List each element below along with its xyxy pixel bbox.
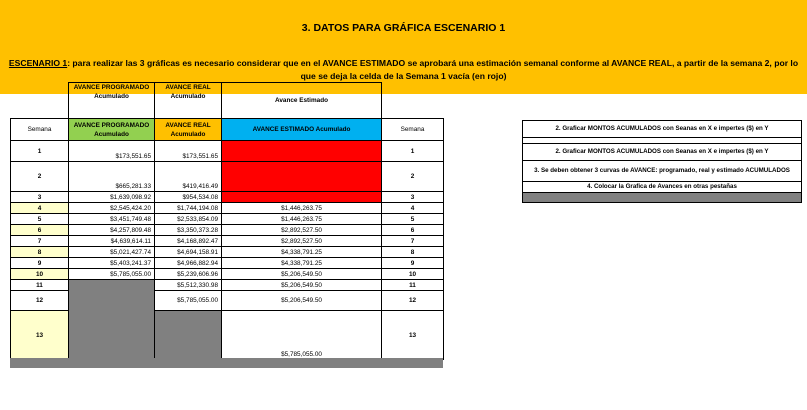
table-row xyxy=(11,269,444,280)
notes-footer-bar xyxy=(523,193,802,203)
week-cell-right: 10 xyxy=(382,269,444,280)
programado-filler xyxy=(69,280,155,360)
table-row xyxy=(11,258,444,269)
week-cell: 5 xyxy=(11,214,69,225)
header-estimado: AVANCE ESTIMADO Acumulado xyxy=(222,119,382,141)
top-header-programado: AVANCE PROGRAMADO Acumulado xyxy=(69,83,155,119)
programado-cell: $4,639,614.11 xyxy=(69,236,155,247)
programado-cell: $173,551.65 xyxy=(69,141,155,162)
real-cell: $1,744,194.08 xyxy=(155,203,222,214)
programado-cell: $5,785,055.00 xyxy=(69,269,155,280)
instruction-note: 3. Se deben obtener 3 curvas de AVANCE: programado, real y estimado ACUMULADOS xyxy=(523,161,802,182)
top-header-row xyxy=(11,83,444,119)
blank-cell xyxy=(382,83,444,119)
programado-cell: $665,281.33 xyxy=(69,162,155,192)
estimado-cell: $4,338,791.25 xyxy=(222,258,382,269)
week-cell-right: 3 xyxy=(382,192,444,203)
week-cell: 1 xyxy=(11,141,69,162)
table-row xyxy=(11,280,444,291)
table-row xyxy=(11,162,444,192)
week-cell: 13 xyxy=(11,311,69,360)
week-cell-right: 1 xyxy=(382,141,444,162)
real-cell: $4,168,892.47 xyxy=(155,236,222,247)
week-cell-right: 2 xyxy=(382,162,444,192)
top-header-real: AVANCE REAL Acumulado xyxy=(155,83,222,119)
real-cell: $5,785,055.00 xyxy=(155,291,222,311)
scenario-description xyxy=(6,57,801,83)
week-cell: 12 xyxy=(11,291,69,311)
top-header-estimado: Avance Estimado xyxy=(222,83,382,119)
real-cell: $173,551.65 xyxy=(155,141,222,162)
real-cell: $954,534.08 xyxy=(155,192,222,203)
real-cell: $4,694,158.91 xyxy=(155,247,222,258)
real-filler xyxy=(155,311,222,360)
estimado-cell: $5,206,549.50 xyxy=(222,291,382,311)
table-footer-bar xyxy=(10,358,443,368)
programado-cell: $5,403,241.37 xyxy=(69,258,155,269)
real-cell: $5,239,606.96 xyxy=(155,269,222,280)
week-cell-right: 13 xyxy=(382,311,444,360)
page-title: 3. DATOS PARA GRÁFICA ESCENARIO 1 xyxy=(301,22,506,34)
week-cell-right: 9 xyxy=(382,258,444,269)
scenario-text: : para realizar las 3 gráficas es necesario considerar que en el AVANCE ESTIMADO se aprobará una estimación semanal conforme al AVANCE REAL, a partir de la semana 2, por lo que se deja la celda de la Semana 1 vacía (en rojo) xyxy=(67,58,799,81)
week-cell: 9 xyxy=(11,258,69,269)
header-semana-right: Semana xyxy=(382,119,444,141)
week-cell-right: 4 xyxy=(382,203,444,214)
estimado-cell: $5,785,055.00 xyxy=(222,311,382,360)
table-row xyxy=(11,236,444,247)
week-cell: 7 xyxy=(11,236,69,247)
estimado-cell-empty: $ xyxy=(222,162,382,192)
week-cell: 4 xyxy=(11,203,69,214)
week-cell-right: 11 xyxy=(382,280,444,291)
instruction-note: 2. Graficar MONTOS ACUMULADOS con Seanas en X e impertes ($) en Y xyxy=(523,144,802,161)
blank-cell xyxy=(11,83,69,119)
instruction-note: 4. Colocar la Grafica de Avances en otras pestañas xyxy=(523,182,802,193)
week-cell-right: 6 xyxy=(382,225,444,236)
programado-cell: $4,257,809.48 xyxy=(69,225,155,236)
real-cell: $3,350,373.28 xyxy=(155,225,222,236)
programado-cell: $5,021,427.74 xyxy=(69,247,155,258)
table-row xyxy=(11,247,444,258)
header-semana: Semana xyxy=(11,119,69,141)
estimado-cell: $2,892,527.50 xyxy=(222,236,382,247)
week-cell-right: 8 xyxy=(382,247,444,258)
estimado-cell-empty: $ xyxy=(222,192,382,203)
estimado-cell: $2,892,527.50 xyxy=(222,225,382,236)
instruction-note: 2. Graficar MONTOS ACUMULADOS con Seanas en X e impertes ($) en Y xyxy=(523,121,802,138)
week-cell-right: 7 xyxy=(382,236,444,247)
estimado-cell: $5,206,549.50 xyxy=(222,269,382,280)
programado-cell: $2,545,424.20 xyxy=(69,203,155,214)
table-row xyxy=(11,141,444,162)
estimado-cell-empty: $ xyxy=(222,141,382,162)
table-row xyxy=(11,192,444,203)
week-cell: 6 xyxy=(11,225,69,236)
estimado-cell: $1,446,263.75 xyxy=(222,203,382,214)
week-cell: 10 xyxy=(11,269,69,280)
estimado-cell: $1,446,263.75 xyxy=(222,214,382,225)
estimado-cell: $5,206,549.50 xyxy=(222,280,382,291)
real-cell: $2,533,854.09 xyxy=(155,214,222,225)
header-programado: AVANCE PROGRAMADO Acumulado xyxy=(69,119,155,141)
column-header-row xyxy=(11,119,444,141)
data-table xyxy=(10,82,444,360)
real-cell: $4,966,882.94 xyxy=(155,258,222,269)
estimado-cell: $4,338,791.25 xyxy=(222,247,382,258)
table-row xyxy=(11,225,444,236)
real-cell: $5,512,330.98 xyxy=(155,280,222,291)
week-cell: 8 xyxy=(11,247,69,258)
week-cell-right: 5 xyxy=(382,214,444,225)
table-row xyxy=(11,214,444,225)
real-cell: $419,416.49 xyxy=(155,162,222,192)
scenario-label: ESCENARIO 1 xyxy=(8,58,68,68)
instructions-table xyxy=(522,120,802,203)
programado-cell: $1,639,098.92 xyxy=(69,192,155,203)
week-cell: 11 xyxy=(11,280,69,291)
header-real: AVANCE REAL Acumulado xyxy=(155,119,222,141)
programado-cell: $3,451,749.48 xyxy=(69,214,155,225)
table-row xyxy=(11,203,444,214)
week-cell: 2 xyxy=(11,162,69,192)
week-cell: 3 xyxy=(11,192,69,203)
week-cell-right: 12 xyxy=(382,291,444,311)
